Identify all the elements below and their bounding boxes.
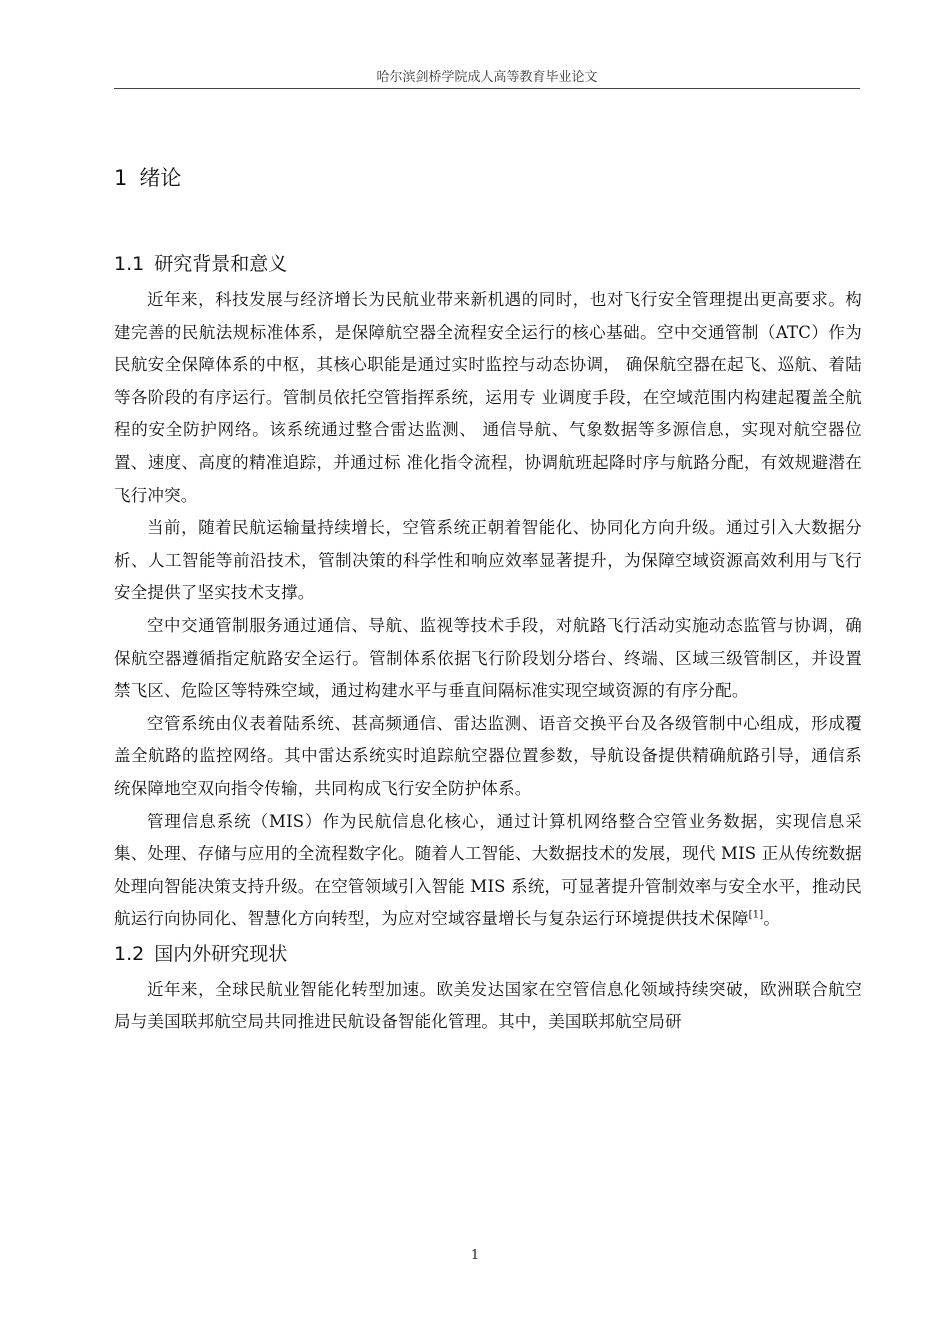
section-number: 1.1 [114, 253, 145, 275]
paragraph: 当前，随着民航运输量持续增长，空管系统正朝着智能化、协同化方向升级。通过引入大数据分析、人工智能等前沿技术，管制决策的科学性和响应效率显著提升，为保障空域资源高效利用与飞行安全提供了坚实技术支撑。 [114, 518, 862, 603]
paragraph: 空中交通管制服务通过通信、导航、监视等技术手段，对航路飞行活动实施动态监管与协调，确保航空器遵循指定航路安全运行。管制体系依据飞行阶段划分塔台、终端、区域三级管制区，并设置禁飞区、危险区等特殊空域，通过构建水平与垂直间隔标准实现空域资源的有序分配。 [114, 615, 862, 701]
section-title: 国内外研究现状 [154, 942, 288, 965]
section-heading-1-1 [114, 248, 862, 280]
paragraph: 空管系统由仪表着陆系统、甚高频通信、雷达监测、语音交换平台及各级管制中心组成，形成覆盖全航路的监控网络。其中雷达系统实时追踪航空器位置参数，导航设备提供精确航路引导，通信系统保障地空双向指令传输，共同构成飞行安全防护体系。 [114, 713, 862, 798]
section-1-1-body [114, 284, 862, 936]
body-area [114, 160, 862, 1039]
paragraph: 近年来，科技发展与经济增长为民航业带来新机遇的同时，也对飞行安全管理提出更高要求。构建完善的民航法规标准体系，是保障航空器全流程安全运行的核心基础。空中交通管制（ATC）作为民航安全保障体系的中枢，其核心职能是通过实时监控与动态协调， 确保航空器在起飞、巡航、着陆等各阶段的有序运行。管制员依托空管指挥系统，运用专 业调度手段，在空域范围内构建起覆盖全航程的安全防护网络。该系统通过整合雷达监测、 通信导航、气象数据等多源信息，实现对航空器位置、速度、高度的精准追踪，并通过标 准化指令流程，协调航班起降时序与航路分配，有效规避潜在飞行冲突。 [114, 290, 862, 505]
running-header: 哈尔滨剑桥学院成人高等教育毕业论文 [376, 70, 598, 85]
section-heading-1-2 [114, 938, 862, 970]
chapter-heading [114, 160, 862, 196]
header-rule [114, 88, 860, 89]
chapter-title: 绪论 [139, 166, 182, 190]
paragraph-tail: 。 [763, 909, 781, 929]
citation-marker: [1] [748, 909, 764, 921]
chapter-number: 1 [114, 166, 128, 190]
paragraph [114, 806, 862, 936]
section-1-2-body [114, 974, 862, 1039]
page-number: 1 [470, 1248, 480, 1263]
section-number: 1.2 [114, 942, 145, 965]
section-title: 研究背景和意义 [154, 253, 288, 275]
paragraph-text: 管理信息系统（MIS）作为民航信息化核心，通过计算机网络整合空管业务数据，实现信息采集、处理、存储与应用的全流程数字化。随着人工智能、大数据技术的发展，现代 MIS 正从传统数据处理向智能决策支持升级。在空管领域引入智能 MIS 系统，可显著提升管制效率与安全水平，推动民航运行向协同化、智慧化方向转型，为应对空域容量增长与复杂运行环境提供技术保障 [114, 811, 862, 929]
paragraph: 近年来，全球民航业智能化转型加速。欧美发达国家在空管信息化领域持续突破，欧洲联合航空局与美国联邦航空局共同推进民航设备智能化管理。其中，美国联邦航空局研 [114, 979, 862, 1032]
